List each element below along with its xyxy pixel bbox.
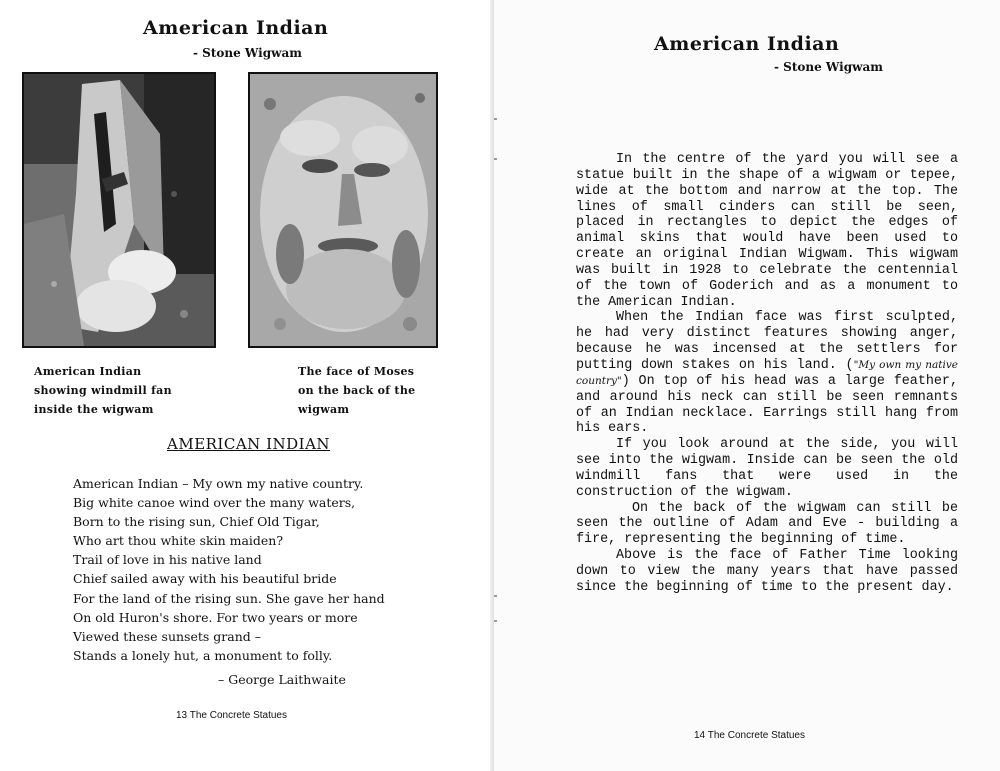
caption-right-line: The face of Moses <box>298 365 415 378</box>
article-paragraph: In the centre of the yard you will see a statue built in the shape of a wigwam or tepee, wide at the bottom and narrow at the top. The lines of small cinders can still be seen, placed in rectangles to depict the edges of animal skins that would have been used to create an original Indian Wigwam. This wigwam was built in 1928 to celebrate the centennial of the town of Goderich and as a monument to the American Indian. <box>576 152 958 310</box>
right-page-footer: 14 The Concrete Statues <box>694 730 805 741</box>
poem-line: Viewed these sunsets grand – <box>73 628 261 644</box>
handwritten-quote: "My own my native country" <box>576 358 958 387</box>
moses-face-photo-icon <box>250 74 436 346</box>
poem-line: For the land of the rising sun. She gave her hand <box>73 590 385 606</box>
poem <box>73 474 385 665</box>
article-paragraph: If you look around at the side, you will see into the wigwam. Inside can be seen the old windmill fans that were used in the construction of the wigwam. <box>576 437 958 500</box>
left-page-footer: 13 The Concrete Statues <box>176 710 287 721</box>
poem-author: – George Laithwaite <box>218 672 346 687</box>
moses-face-photo <box>248 72 438 348</box>
left-page <box>0 0 494 771</box>
poem-line: Chief sailed away with his beautiful bride <box>73 571 337 587</box>
poem-title: AMERICAN INDIAN <box>167 435 331 453</box>
poem-line: Born to the rising sun, Chief Old Tigar, <box>73 514 320 530</box>
caption-left-line: American Indian <box>34 365 142 378</box>
article-text: ) On top of his head was a large feather, and around his neck can still be seen remnants of an Indian necklace. Earrings still hang from his ears. <box>576 373 958 437</box>
article-text: When the Indian face was first sculpted, he had very distinct features showing anger, because he was incensed at the settlers for putting down stakes on his land. ( <box>576 310 958 373</box>
caption-right <box>298 362 415 419</box>
poem-line: Stands a lonely hut, a monument to folly. <box>73 647 333 663</box>
article-paragraph: On the back of the wigwam can still be seen the outline of Adam and Eve - building a fire, representing the beginning of time. <box>576 500 958 548</box>
article-body <box>576 152 958 596</box>
poem-line: Trail of love in his native land <box>73 552 262 568</box>
scan-speck <box>494 595 497 597</box>
left-page-subtitle: - Stone Wigwam <box>193 46 302 60</box>
caption-left <box>34 362 172 419</box>
caption-right-line: wigwam <box>298 403 350 416</box>
poem-line: Big white canoe wind over the many waters, <box>73 495 356 511</box>
wigwam-photo-icon <box>24 74 214 346</box>
scan-speck <box>494 620 497 622</box>
scan-speck <box>494 158 497 160</box>
poem-line: American Indian – My own my native country. <box>73 476 364 491</box>
right-page-subtitle: - Stone Wigwam <box>774 60 883 74</box>
article-paragraph <box>576 310 958 437</box>
right-page-title: American Indian <box>654 33 840 55</box>
wigwam-photo <box>22 72 216 348</box>
poem-line: On old Huron's shore. For two years or more <box>73 609 358 625</box>
article-paragraph: Above is the face of Father Time looking down to view the many years that have passed since the beginning of time to the present day. <box>576 548 958 595</box>
scan-speck <box>494 118 497 120</box>
poem-line: Who art thou white skin maiden? <box>73 533 284 549</box>
caption-left-line: inside the wigwam <box>34 403 154 416</box>
caption-left-line: showing windmill fan <box>34 384 172 397</box>
left-page-title: American Indian <box>143 17 329 39</box>
caption-right-line: on the back of the <box>298 384 416 397</box>
